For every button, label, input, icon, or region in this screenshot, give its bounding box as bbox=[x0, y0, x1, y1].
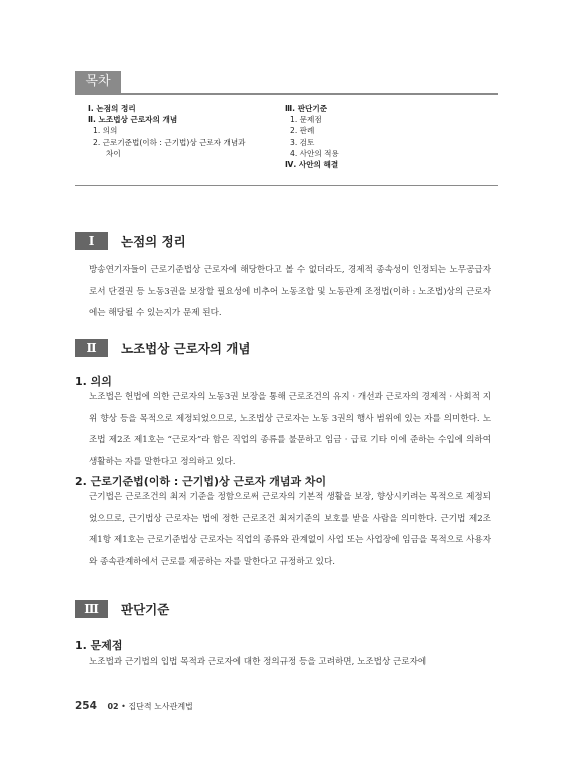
toc-entry: Ⅱ. 노조법상 근로자의 개념 bbox=[88, 115, 178, 125]
subsection-heading: 1. 의의 bbox=[75, 375, 112, 388]
section-3-paragraph-1: 노조법과 근기법의 입법 목적과 근로자에 대한 정의규정 등을 고려하면, 노조법상 근로자에 bbox=[89, 657, 427, 667]
toc-right-column bbox=[285, 103, 339, 170]
section-title: 노조법상 근로자의 개념 bbox=[121, 341, 251, 356]
toc-entry: 1. 문제점 bbox=[290, 115, 322, 125]
toc-entry: 2. 판례 bbox=[290, 126, 315, 136]
section-1-paragraph: 방송연기자들이 근로기준법상 근로자에 해당한다고 볼 수 없더라도, 경제적 종속성이 인정되는 노무공급자로서 단결권 등 노동3권을 보장할 필요성에 비추어 노동조합 및 노동관계 조정법(이하 : 노조법)상의 근로자에는 해당될 수 있는지가 문제 된다. bbox=[89, 265, 491, 318]
toc-entry: 4. 사안의 적용 bbox=[290, 148, 339, 158]
toc-entry: 2. 근로기준법(이하 : 근기법)상 근로자 개념과 bbox=[93, 137, 246, 147]
toc-bottom-rule bbox=[75, 185, 498, 186]
chapter-number: 02 bbox=[107, 702, 119, 711]
section-heading-2 bbox=[75, 339, 250, 357]
toc-entry: Ⅰ. 논점의 정리 bbox=[88, 104, 136, 113]
section-number-badge: Ⅰ bbox=[75, 232, 108, 250]
toc-entry: 3. 검토 bbox=[290, 137, 315, 147]
page-footer bbox=[75, 700, 193, 712]
toc-entry: 1. 의의 bbox=[93, 126, 118, 136]
toc-top-rule bbox=[75, 93, 498, 95]
section-number-badge: Ⅲ bbox=[75, 600, 108, 618]
toc-entry: Ⅲ. 판단기준 bbox=[285, 104, 328, 113]
footer-bullet: • bbox=[121, 702, 126, 711]
toc-title: 목차 bbox=[75, 71, 121, 93]
section-title: 판단기준 bbox=[121, 602, 170, 617]
subsection-heading: 1. 문제점 bbox=[75, 639, 123, 652]
toc-entry: Ⅳ. 사안의 해결 bbox=[285, 160, 339, 170]
book-title: 집단적 노사관계법 bbox=[128, 702, 193, 711]
section-2-paragraph-2: 근기법은 근로조건의 최저 기준을 정함으로써 근로자의 기본적 생활을 보장, 향상시키려는 목적으로 제정되었으므로, 근기법상 근로자는 법에 정한 근로조건 최저기준의 보호를 받을 사람을 의미한다. 근기법 제2조 제1항 제1호는 근로기준법상 근로자는 직업의 종류와 관계없이 사업 또는 사업장에 임금을 목적으로 사용자와 종속관계하에서 근로를 제공하는 자를 말한다고 규정하고 있다. bbox=[89, 492, 491, 567]
section-title: 논점의 정리 bbox=[121, 234, 186, 249]
section-number-badge: Ⅱ bbox=[75, 339, 108, 357]
section-heading-1 bbox=[75, 232, 186, 250]
subsection-heading: 2. 근로기준법(이하 : 근기법)상 근로자 개념과 차이 bbox=[75, 475, 327, 488]
page-number: 254 bbox=[75, 700, 97, 712]
section-2-paragraph-1: 노조법은 헌법에 의한 근로자의 노동3권 보장을 통해 근로조건의 유지 · 개선과 근로자의 경제적 · 사회적 지위 향상 등을 목적으로 제정되었으므로, 노조법상 근로자는 노동 3권의 행사 범위에 있는 자를 의미한다. 노조법 제2조 제1호는 “근로자”라 함은 직업의 종류를 불문하고 임금 · 급료 기타 이에 준하는 수입에 의하여 생활하는 자를 말한다고 정의하고 있다. bbox=[89, 392, 491, 467]
toc-entry: 차이 bbox=[106, 148, 121, 158]
toc-left-column bbox=[88, 103, 246, 159]
section-heading-3 bbox=[75, 600, 169, 618]
